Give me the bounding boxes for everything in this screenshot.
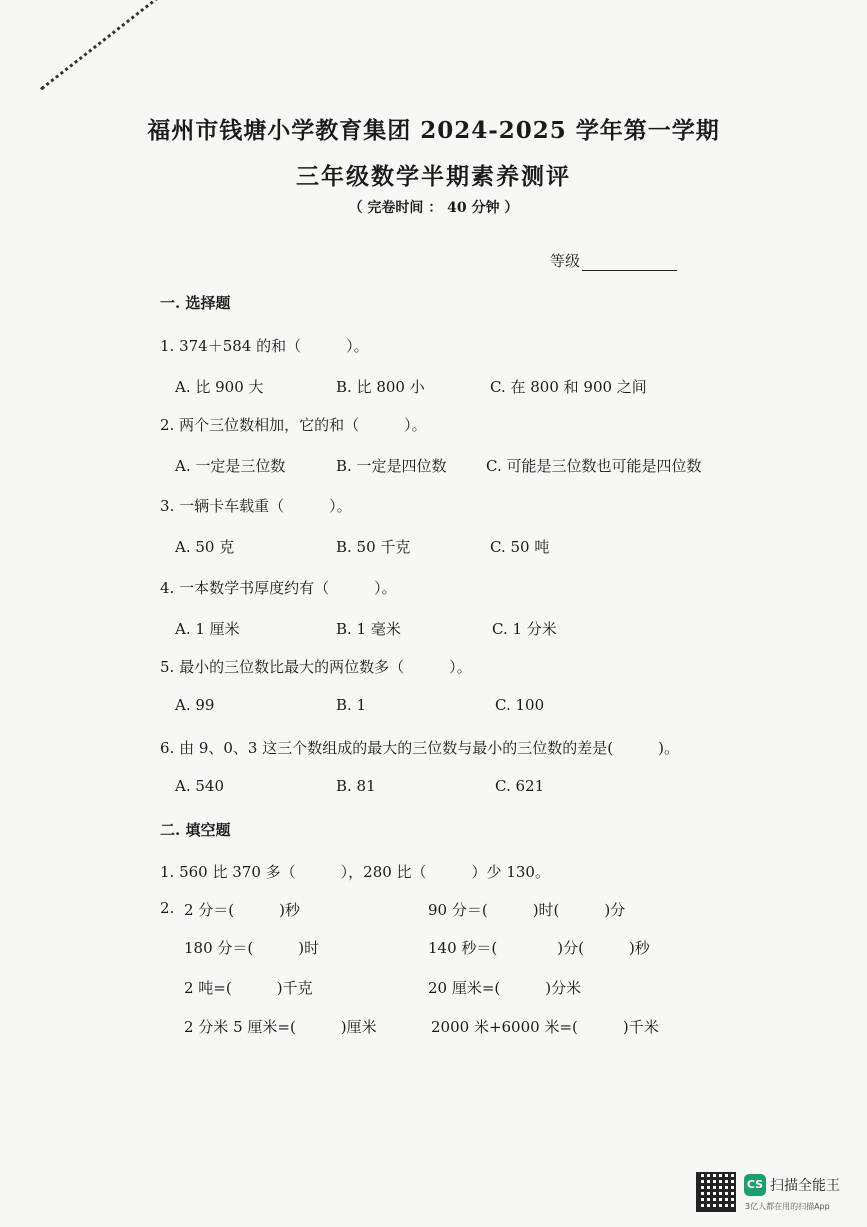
grade-blank [582,256,677,271]
fill-question-1: 1. 560 比 370 多（ ），280 比（ ）少 130。 [160,863,550,881]
option-b: B. 1 毫米 [336,620,401,638]
option-c: C. 可能是三位数也可能是四位数 [486,457,702,475]
exam-subtitle: 三年级数学半期素养测评 [296,163,571,190]
qr-code-icon [696,1172,736,1212]
option-c: C. 621 [495,777,545,795]
grade-label: 等级 [550,252,581,270]
option-b: B. 比 800 小 [336,378,425,396]
option-a: A. 1 厘米 [175,620,240,638]
staple-dotted-line [40,0,207,90]
question-text: 6. 由 9、0、3 这三个数组成的最大的三位数与最小的三位数的差是( )。 [160,739,679,757]
option-c: C. 在 800 和 900 之间 [490,378,647,396]
fill-item: 2 吨=( )千克 [184,979,313,997]
question-text: 4. 一本数学书厚度约有（ ）。 [160,579,397,597]
time-limit: （ 完卷时间 ： 40 分钟 ） [348,200,519,216]
camscanner-logo-icon: CS [744,1174,766,1196]
option-a: A. 50 克 [175,538,235,556]
fill-item: 2 分＝( )秒 [184,901,301,919]
question-text: 1. 374＋584 的和（ ）。 [160,337,369,355]
fill-question-2-label: 2. [160,899,175,917]
exam-title: 福州市钱塘小学教育集团 2024-2025 学年第一学期 [147,117,720,144]
option-a: A. 540 [175,777,224,795]
fill-item: 180 分＝( )时 [184,939,320,957]
fill-item: 2 分米 5 厘米=( )厘米 [184,1018,377,1036]
option-b: B. 50 千克 [336,538,411,556]
option-b: B. 1 [336,696,367,714]
option-c: C. 1 分米 [492,620,557,638]
option-a: A. 比 900 大 [175,378,264,396]
option-a: A. 99 [175,696,215,714]
option-a: A. 一定是三位数 [175,457,286,475]
section-title-choice: 一. 选择题 [160,294,231,312]
option-b: B. 一定是四位数 [336,457,447,475]
fill-item: 90 分＝( )时( )分 [428,901,626,919]
fill-item: 140 秒＝( )分( )秒 [428,939,650,957]
question-text: 5. 最小的三位数比最大的两位数多（ ）。 [160,658,472,676]
option-c: C. 50 吨 [490,538,550,556]
section-title-fill: 二. 填空题 [160,821,231,839]
fill-item: 2000 米+6000 米=( )千米 [431,1018,659,1036]
app-name: 扫描全能王 [770,1178,840,1194]
app-tagline: 3亿人都在用的扫描App [745,1202,830,1211]
question-text: 3. 一辆卡车载重（ ）。 [160,497,352,515]
question-text: 2. 两个三位数相加，它的和（ ）。 [160,416,427,434]
option-c: C. 100 [495,696,545,714]
option-b: B. 81 [336,777,376,795]
fill-item: 20 厘米=( )分米 [428,979,582,997]
grade-field [550,250,677,271]
